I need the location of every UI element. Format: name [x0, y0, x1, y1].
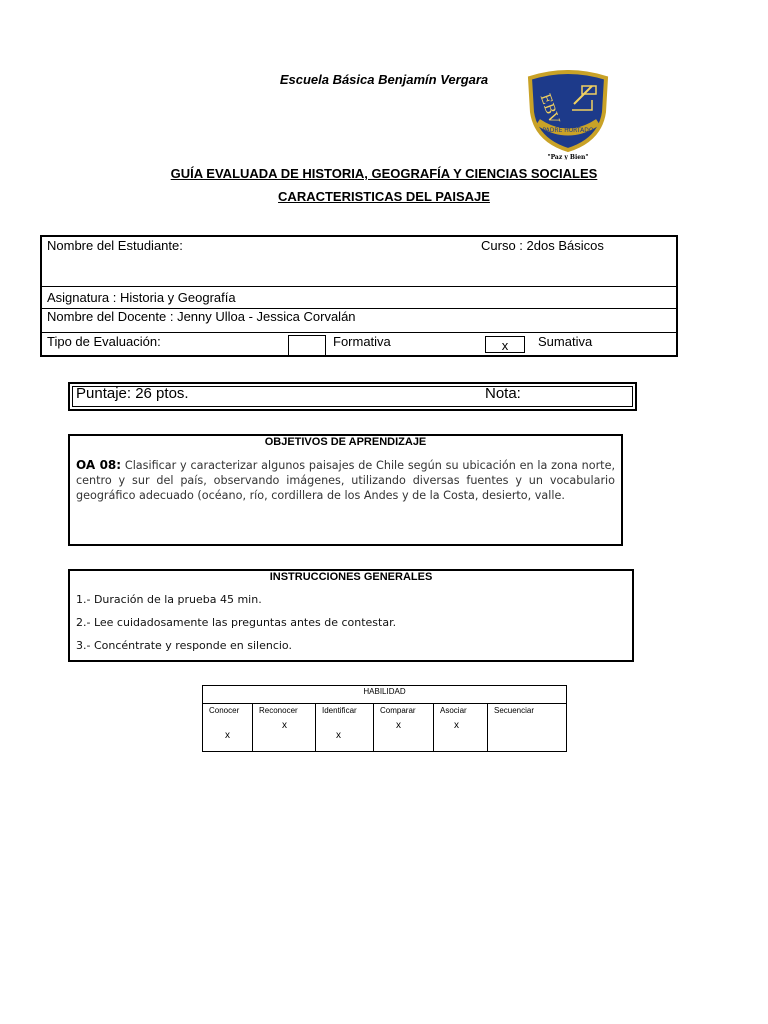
sumativa-checkbox[interactable]: x	[485, 336, 525, 353]
habilidad-cell-asociar: Asociar x	[434, 704, 488, 752]
habilidad-mark: x	[454, 720, 459, 731]
school-name: Escuela Básica Benjamín Vergara	[279, 72, 489, 87]
docente-row	[42, 309, 676, 333]
formativa-label: Formativa	[333, 334, 391, 349]
habilidad-cell-secuenciar: Secuenciar	[494, 706, 535, 715]
docente-label: Nombre del Docente : Jenny Ulloa - Jessica Corvalán	[47, 309, 356, 324]
oa-description: Clasificar y caracterizar algunos paisajes de Chile según su ubicación en la zona norte, centro y sur del país, observando imágenes, utilizando diversas fuentes y un vocabulario geográfico adecuado (océano, río, cordillera de los Andes y de la Costa, desierto, valle.	[76, 459, 616, 502]
curso-label: Curso : 2dos Básicos	[481, 238, 604, 253]
habilidad-cell-reconocer: Reconocer x	[253, 704, 316, 752]
svg-text:PADRE HURTADO: PADRE HURTADO	[542, 127, 594, 134]
instruccion-item: 3.- Concéntrate y responde en silencio.	[76, 639, 292, 652]
habilidad-mark: x	[282, 720, 287, 731]
habilidad-mark: x	[225, 730, 230, 741]
formativa-checkbox[interactable]	[288, 335, 326, 357]
objetivos-box	[68, 434, 623, 546]
habilidad-table	[202, 685, 567, 752]
oa-code: OA 08:	[76, 458, 122, 472]
student-row	[42, 237, 676, 287]
instrucciones-box	[68, 569, 634, 662]
habilidad-header: HABILIDAD	[203, 686, 566, 704]
svg-text:"Paz y Bien": "Paz y Bien"	[547, 154, 589, 160]
instruccion-item: 1.- Duración de la prueba 45 min.	[76, 593, 262, 606]
student-name-label: Nombre del Estudiante:	[47, 238, 183, 253]
habilidad-cell-comparar: Comparar x	[374, 704, 434, 752]
instrucciones-header: INSTRUCCIONES GENERALES	[269, 571, 433, 583]
asignatura-row	[42, 287, 676, 309]
student-info-table	[40, 235, 678, 357]
habilidad-cell-conocer: Conocer x	[203, 704, 253, 752]
subtitle: CARACTERISTICAS DEL PAISAJE	[278, 189, 490, 204]
objetivos-header: OBJETIVOS DE APRENDIZAJE	[264, 436, 427, 448]
school-logo	[524, 70, 612, 160]
habilidad-cell-identificar: Identificar x	[316, 704, 374, 752]
habilidad-mark: x	[396, 720, 401, 731]
asignatura-label: Asignatura : Historia y Geografía	[47, 290, 236, 305]
nota-label: Nota:	[485, 385, 521, 402]
score-box	[68, 382, 637, 411]
svg-text:EBV: EBV	[536, 91, 562, 126]
tipo-row	[42, 333, 676, 357]
sumativa-label: Sumativa	[538, 334, 593, 349]
main-title: GUÍA EVALUADA DE HISTORIA, GEOGRAFÍA Y CIENCIAS SOCIALES	[170, 166, 598, 181]
tipo-evaluacion-label: Tipo de Evaluación:	[47, 334, 161, 349]
instruccion-item: 2.- Lee cuidadosamente las preguntas antes de contestar.	[76, 616, 397, 629]
puntaje-label: Puntaje: 26 ptos.	[76, 385, 189, 402]
habilidad-mark: x	[336, 730, 341, 741]
objetivos-text	[76, 458, 615, 503]
